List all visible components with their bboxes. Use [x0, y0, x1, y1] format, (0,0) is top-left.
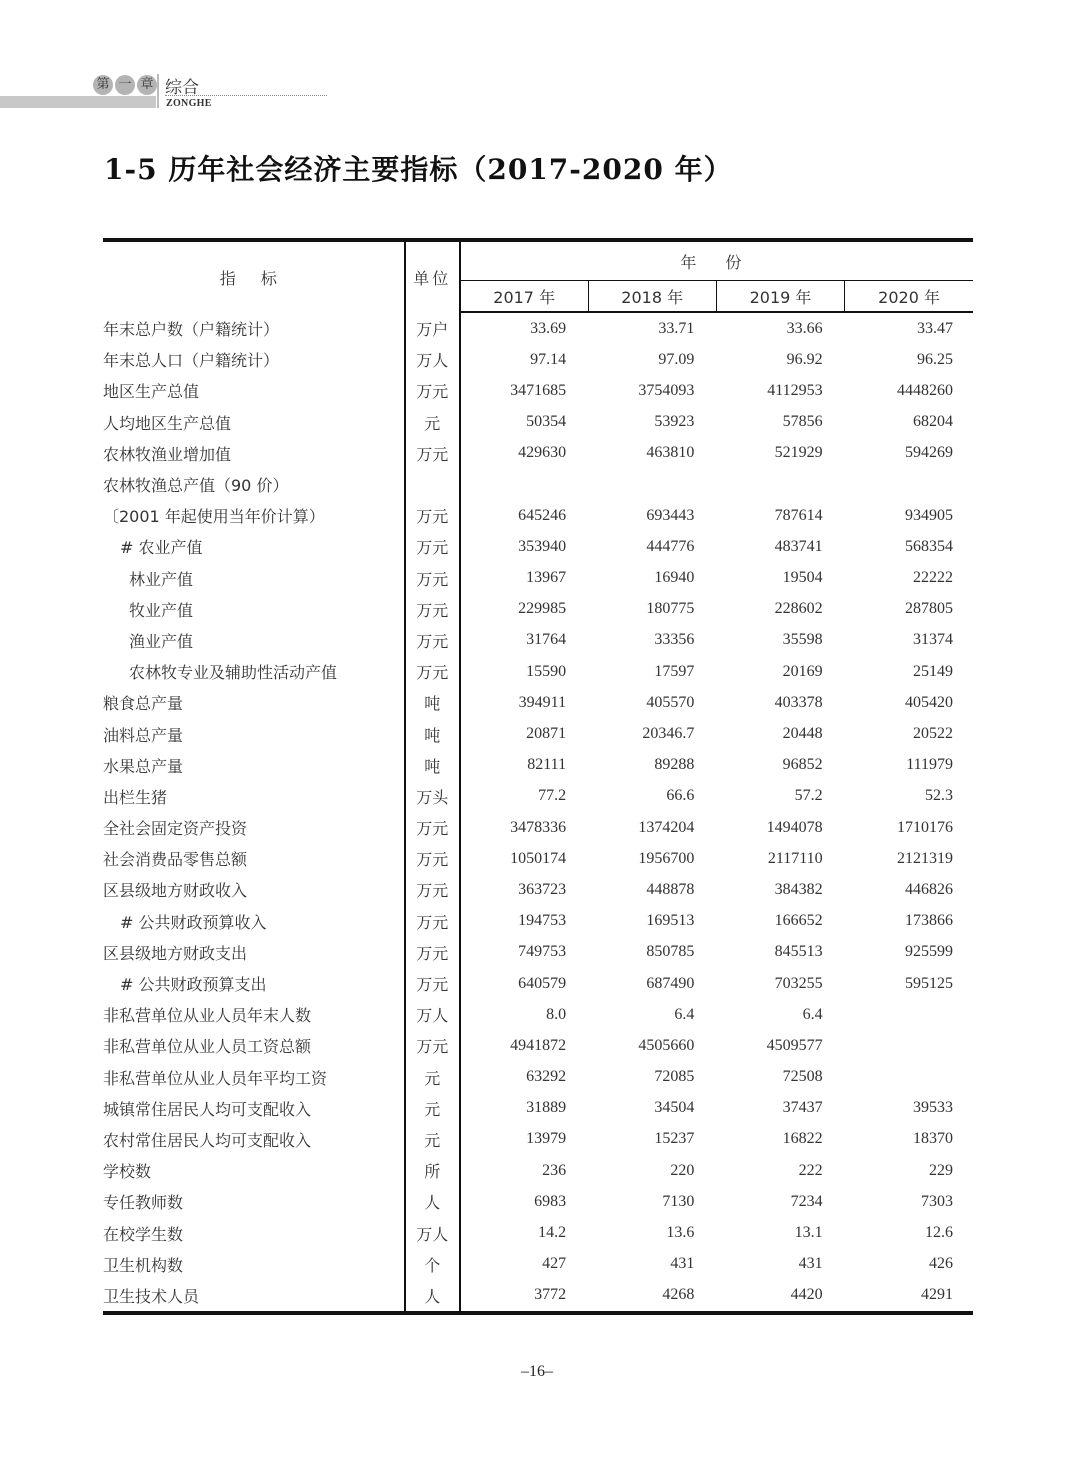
indicator-unit: 万元: [405, 438, 460, 469]
value-cell: 20169: [782, 662, 823, 680]
value-cell: 15237: [654, 1130, 695, 1148]
table-row: [103, 906, 973, 937]
table-row: [103, 1249, 973, 1280]
value-cell: 20346.7: [642, 725, 695, 743]
indicator-name: 农林牧专业及辅助性活动产值: [129, 663, 338, 683]
value-cell: 72085: [654, 1068, 695, 1086]
value-cell: 363723: [518, 880, 567, 898]
table-row: [103, 781, 973, 812]
value-cell: 1956700: [638, 849, 695, 867]
value-cell: 446826: [905, 880, 953, 898]
value-cell: 8.0: [546, 1005, 567, 1023]
indicator-unit: 万元: [405, 937, 460, 968]
indicator-unit: 万元: [405, 906, 460, 937]
indicator-unit: 万元: [405, 843, 460, 874]
value-cell: 426: [929, 1255, 953, 1273]
value-cell: 31764: [526, 631, 567, 649]
value-cell: 13979: [526, 1130, 567, 1148]
value-cell: 33.47: [917, 319, 953, 337]
value-cell: 13.1: [794, 1224, 823, 1242]
value-cell: 749753: [518, 943, 567, 961]
header-year: 2017 年: [460, 281, 588, 313]
value-cell: 6983: [534, 1192, 567, 1210]
value-cell: [845, 999, 973, 1030]
header-unit: 单位: [405, 240, 460, 312]
value-cell: [716, 469, 844, 500]
indicator-name: # 公共财政预算支出: [120, 975, 267, 995]
indicator-unit: 万户: [405, 312, 460, 344]
table-row: [103, 1124, 973, 1155]
header-year-group: 年 份: [460, 240, 973, 281]
indicator-unit: 万人: [405, 999, 460, 1030]
indicator-name: 年末总户数（户籍统计）: [103, 319, 280, 339]
value-cell: 20522: [913, 725, 953, 743]
value-cell: 169513: [646, 912, 695, 930]
value-cell: 220: [670, 1161, 695, 1179]
indicator-name: 农村常住居民人均可支配收入: [103, 1130, 312, 1150]
value-cell: 229: [929, 1161, 953, 1179]
indicator-name: 社会消费品零售总额: [103, 850, 248, 870]
value-cell: 166652: [774, 912, 823, 930]
indicator-unit: 吨: [405, 687, 460, 718]
indicators-table: [103, 238, 973, 1315]
value-cell: 693443: [646, 506, 695, 524]
value-cell: 640579: [518, 974, 567, 992]
value-cell: 405420: [905, 693, 953, 711]
table-row: [103, 687, 973, 718]
indicator-name: 地区生产总值: [103, 382, 200, 402]
value-cell: 3478336: [510, 818, 567, 836]
value-cell: 3754093: [638, 381, 695, 399]
value-cell: 39533: [913, 1099, 953, 1117]
indicator-unit: [405, 469, 460, 500]
value-cell: 4420: [716, 1280, 844, 1313]
table-row: [103, 812, 973, 843]
value-cell: 595125: [905, 974, 953, 992]
indicator-name: 区县级地方财政支出: [103, 943, 248, 963]
table-row: [103, 594, 973, 625]
table-row: [103, 1062, 973, 1093]
value-cell: 31374: [913, 631, 953, 649]
value-cell: 925599: [905, 943, 953, 961]
value-cell: 96.92: [786, 350, 823, 368]
table-row: [103, 438, 973, 469]
indicator-name: 林业产值: [129, 569, 194, 589]
page-title: 1-5 历年社会经济主要指标（2017-2020 年）: [104, 153, 733, 186]
indicator-name: # 公共财政预算收入: [120, 912, 267, 932]
value-cell: 384382: [774, 880, 823, 898]
value-cell: 4112953: [767, 381, 823, 399]
indicator-unit: 万元: [405, 812, 460, 843]
value-cell: 6.4: [674, 1005, 695, 1023]
value-cell: 4268: [588, 1280, 716, 1313]
indicator-unit: 万元: [405, 625, 460, 656]
value-cell: 15590: [526, 662, 567, 680]
value-cell: 96852: [782, 756, 823, 774]
table-row: [103, 407, 973, 438]
value-cell: 82111: [527, 756, 567, 774]
value-cell: 845513: [774, 943, 823, 961]
value-cell: 6.4: [802, 1005, 823, 1023]
indicator-unit: 人: [405, 1186, 460, 1217]
table-row: [103, 1280, 973, 1313]
value-cell: [845, 469, 973, 500]
value-cell: 394911: [518, 693, 567, 711]
table-row: [103, 1030, 973, 1061]
chapter-title: 综合: [165, 78, 199, 98]
value-cell: 20871: [526, 725, 567, 743]
table-body: [103, 312, 973, 1313]
value-cell: 431: [798, 1255, 823, 1273]
chapter-header-bar: [0, 96, 156, 108]
value-cell: [845, 1030, 973, 1061]
value-cell: 50354: [526, 413, 567, 431]
value-cell: 521929: [774, 444, 823, 462]
indicator-name: 全社会固定资产投资: [103, 819, 248, 839]
value-cell: 4448260: [897, 381, 953, 399]
value-cell: 19504: [782, 569, 823, 587]
value-cell: 13967: [526, 569, 567, 587]
value-cell: 4505660: [638, 1036, 695, 1054]
value-cell: 403378: [774, 693, 823, 711]
indicator-name: 出栏生猪: [103, 787, 168, 807]
value-cell: 14.2: [538, 1224, 567, 1242]
value-cell: 787614: [774, 506, 823, 524]
value-cell: 77.2: [538, 787, 567, 805]
header-year: 2020 年: [845, 281, 973, 313]
indicator-name: 非私营单位从业人员年平均工资: [103, 1068, 328, 1088]
indicator-unit: 吨: [405, 718, 460, 749]
value-cell: 63292: [526, 1068, 567, 1086]
value-cell: 429630: [518, 444, 567, 462]
table-row: [103, 968, 973, 999]
value-cell: 97.09: [658, 350, 695, 368]
table-row: [103, 375, 973, 406]
indicator-name: 卫生机构数: [103, 1255, 184, 1275]
value-cell: 448878: [646, 880, 695, 898]
value-cell: [460, 469, 588, 500]
indicator-name: 非私营单位从业人员年末人数: [103, 1006, 312, 1026]
table-row: [103, 937, 973, 968]
page-number: –16–: [521, 1363, 553, 1380]
value-cell: 594269: [905, 444, 953, 462]
indicator-unit: 万头: [405, 781, 460, 812]
value-cell: 405570: [646, 693, 695, 711]
indicator-unit: 万元: [405, 1030, 460, 1061]
value-cell: 66.6: [666, 787, 695, 805]
value-cell: 96.25: [917, 350, 953, 368]
value-cell: 2121319: [897, 849, 953, 867]
value-cell: 222: [798, 1161, 823, 1179]
value-cell: 17597: [654, 662, 695, 680]
value-cell: 3772: [460, 1280, 588, 1313]
table-row: [103, 1217, 973, 1248]
indicator-name: 年末总人口（户籍统计）: [103, 351, 280, 371]
indicator-unit: 吨: [405, 750, 460, 781]
value-cell: 1494078: [766, 818, 823, 836]
indicator-name: 学校数: [103, 1162, 152, 1182]
value-cell: 229985: [518, 600, 567, 618]
value-cell: 1050174: [510, 849, 567, 867]
table-row: [103, 874, 973, 905]
value-cell: 483741: [774, 537, 823, 555]
value-cell: 57.2: [794, 787, 823, 805]
value-cell: 568354: [905, 537, 953, 555]
indicator-name: 在校学生数: [103, 1224, 184, 1244]
indicator-name: 农林牧渔业增加值: [103, 444, 232, 464]
value-cell: 16822: [782, 1130, 823, 1148]
indicator-name: 农林牧渔总产值（90 价）: [103, 476, 289, 496]
table-row: [103, 750, 973, 781]
chapter-circle: 一: [115, 75, 135, 95]
value-cell: 33.69: [530, 319, 567, 337]
value-cell: 57856: [782, 413, 823, 431]
value-cell: 353940: [518, 537, 567, 555]
table-row: [103, 344, 973, 375]
indicator-unit: 元: [405, 407, 460, 438]
indicator-unit: 元: [405, 1124, 460, 1155]
indicator-name: 渔业产值: [129, 631, 194, 651]
value-cell: 444776: [646, 537, 695, 555]
value-cell: 37437: [782, 1099, 823, 1117]
value-cell: 53923: [654, 413, 695, 431]
indicator-name: 人均地区生产总值: [103, 413, 232, 433]
value-cell: 180775: [646, 600, 695, 618]
table-row: [103, 1093, 973, 1124]
value-cell: 236: [542, 1161, 567, 1179]
value-cell: 3471685: [510, 381, 567, 399]
indicator-name: # 农业产值: [120, 538, 203, 558]
indicator-unit: 万元: [405, 656, 460, 687]
indicator-unit: 万元: [405, 531, 460, 562]
table-row: [103, 656, 973, 687]
value-cell: 33.71: [658, 319, 695, 337]
indicator-unit: 万元: [405, 874, 460, 905]
indicator-name: 〔2001 年起使用当年价计算）: [103, 507, 325, 527]
table-row: [103, 625, 973, 656]
value-cell: 111979: [906, 756, 953, 774]
value-cell: 34504: [654, 1099, 695, 1117]
value-cell: 427: [542, 1255, 567, 1273]
indicator-name: 牧业产值: [129, 600, 194, 620]
value-cell: 31889: [526, 1099, 567, 1117]
value-cell: 7303: [921, 1192, 953, 1210]
indicator-name: 专任教师数: [103, 1193, 184, 1213]
value-cell: 850785: [646, 943, 695, 961]
value-cell: 4941872: [510, 1036, 567, 1054]
value-cell: 12.6: [925, 1224, 953, 1242]
chapter-label: [93, 75, 157, 95]
indicator-name: 非私营单位从业人员工资总额: [103, 1037, 312, 1057]
value-cell: 72508: [782, 1068, 823, 1086]
value-cell: 7234: [790, 1192, 823, 1210]
indicator-unit: 所: [405, 1155, 460, 1186]
value-cell: 4291: [845, 1280, 973, 1313]
chapter-dotted-rule: [165, 95, 327, 96]
indicator-unit: 万人: [405, 1217, 460, 1248]
header-indicator: 指 标: [103, 240, 405, 312]
value-cell: 52.3: [925, 787, 953, 805]
value-cell: 7130: [662, 1192, 695, 1210]
table-row: [103, 469, 973, 500]
value-cell: 431: [670, 1255, 695, 1273]
value-cell: 22222: [913, 569, 953, 587]
indicator-unit: 元: [405, 1093, 460, 1124]
chapter-divider: [157, 74, 159, 108]
value-cell: 1374204: [638, 818, 695, 836]
value-cell: 2117110: [767, 849, 823, 867]
indicator-name: 城镇常住居民人均可支配收入: [103, 1099, 312, 1119]
indicator-name: 水果总产量: [103, 756, 184, 776]
indicator-unit: 万人: [405, 344, 460, 375]
value-cell: 173866: [905, 912, 953, 930]
value-cell: 228602: [774, 600, 823, 618]
chapter-subtitle: ZONGHE: [166, 98, 212, 109]
table-row: [103, 1186, 973, 1217]
indicator-unit: 万元: [405, 375, 460, 406]
chapter-circle: 第: [93, 75, 113, 95]
table-row: [103, 531, 973, 562]
value-cell: 13.6: [666, 1224, 695, 1242]
value-cell: 4509577: [766, 1036, 823, 1054]
indicator-unit: 人: [405, 1280, 460, 1313]
value-cell: 33.66: [786, 319, 823, 337]
value-cell: 68204: [913, 413, 953, 431]
indicator-unit: 元: [405, 1062, 460, 1093]
indicator-name: 卫生技术人员: [103, 1280, 405, 1313]
indicator-unit: 万元: [405, 594, 460, 625]
table-row: [103, 500, 973, 531]
table-row: [103, 999, 973, 1030]
header-year: 2019 年: [716, 281, 844, 313]
indicator-unit: 万元: [405, 968, 460, 999]
value-cell: 20448: [782, 725, 823, 743]
indicator-unit: 个: [405, 1249, 460, 1280]
value-cell: 16940: [654, 569, 695, 587]
chapter-circle: 章: [137, 75, 157, 95]
value-cell: 25149: [913, 662, 953, 680]
table-row: [103, 843, 973, 874]
table-row: [103, 1155, 973, 1186]
value-cell: 934905: [905, 506, 953, 524]
indicator-name: 区县级地方财政收入: [103, 881, 248, 901]
value-cell: 1710176: [897, 818, 953, 836]
table-row: [103, 718, 973, 749]
header-year: 2018 年: [588, 281, 716, 313]
indicator-name: 粮食总产量: [103, 694, 184, 714]
value-cell: [588, 469, 716, 500]
value-cell: 89288: [654, 756, 695, 774]
value-cell: 287805: [905, 600, 953, 618]
indicator-unit: 万元: [405, 563, 460, 594]
indicator-unit: 万元: [405, 500, 460, 531]
indicator-name: 油料总产量: [103, 725, 184, 745]
value-cell: 97.14: [530, 350, 567, 368]
value-cell: 687490: [646, 974, 695, 992]
table-row: [103, 563, 973, 594]
value-cell: 703255: [774, 974, 823, 992]
value-cell: 18370: [913, 1130, 953, 1148]
value-cell: 194753: [518, 912, 567, 930]
value-cell: [845, 1062, 973, 1093]
value-cell: 463810: [646, 444, 695, 462]
table-row: [103, 312, 973, 344]
value-cell: 33356: [654, 631, 695, 649]
value-cell: 645246: [518, 506, 567, 524]
value-cell: 35598: [782, 631, 823, 649]
